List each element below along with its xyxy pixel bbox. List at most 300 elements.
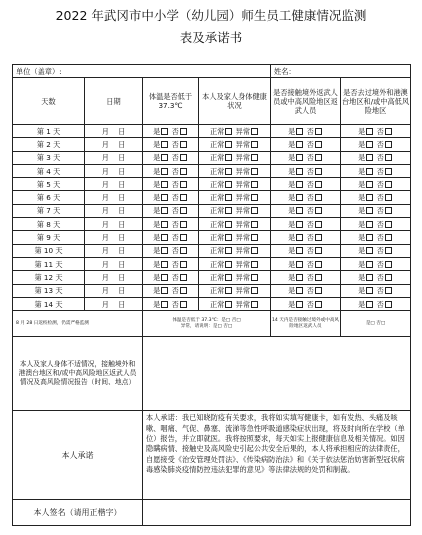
yes-text: 是 — [153, 179, 161, 189]
checkbox-health-normal[interactable] — [225, 141, 232, 148]
checkbox-temp-yes[interactable] — [161, 141, 168, 148]
checkbox-temp-yes[interactable] — [161, 181, 168, 188]
month-text: 月 — [101, 233, 109, 243]
checkbox-temp-yes[interactable] — [161, 194, 168, 201]
day-text: 日 — [118, 153, 126, 163]
day-text: 日 — [118, 286, 126, 296]
yes-text: 是 — [358, 299, 366, 309]
day15-row — [13, 311, 411, 337]
no-text: 否 — [171, 206, 179, 216]
checkbox-health-abnormal[interactable] — [251, 287, 258, 294]
checkbox-travel-no[interactable] — [385, 274, 392, 281]
checkbox-travel-yes[interactable] — [366, 194, 373, 201]
day-row — [13, 125, 411, 138]
checkbox-temp-yes[interactable] — [161, 247, 168, 254]
checkbox-contact-no[interactable] — [315, 261, 322, 268]
health-cell — [199, 257, 271, 270]
checkbox-travel-yes[interactable] — [366, 274, 373, 281]
normal-text: 正常 — [209, 246, 225, 256]
date-cell[interactable] — [85, 271, 143, 284]
checkbox-travel-yes[interactable] — [366, 301, 373, 308]
contact-cell — [271, 271, 341, 284]
abnormal-text: 异常 — [235, 179, 251, 189]
health-cell — [199, 271, 271, 284]
header-health: 本人及家人身体健康状况 — [199, 78, 271, 125]
health-cell — [199, 125, 271, 138]
day15-travel[interactable]: 是□ 否□ — [341, 311, 411, 337]
checkbox-contact-yes[interactable] — [296, 194, 303, 201]
day-label — [13, 178, 85, 191]
yes-text: 是 — [358, 233, 366, 243]
date-cell[interactable] — [85, 204, 143, 217]
no-text: 否 — [306, 139, 314, 149]
checkbox-travel-yes[interactable] — [366, 247, 373, 254]
checkbox-travel-yes[interactable] — [366, 141, 373, 148]
no-text: 否 — [376, 153, 384, 163]
date-cell[interactable] — [85, 244, 143, 257]
abnormal-text: 异常 — [235, 272, 251, 282]
checkbox-travel-no[interactable] — [385, 181, 392, 188]
checkbox-health-normal[interactable] — [225, 274, 232, 281]
checkbox-contact-no[interactable] — [315, 274, 322, 281]
checkbox-contact-yes[interactable] — [296, 301, 303, 308]
checkbox-health-abnormal[interactable] — [251, 207, 258, 214]
no-text: 否 — [376, 272, 384, 282]
no-text: 否 — [376, 286, 384, 296]
checkbox-contact-no[interactable] — [315, 128, 322, 135]
yes-text: 是 — [358, 153, 366, 163]
checkbox-contact-no[interactable] — [315, 154, 322, 161]
day-text: 日 — [118, 179, 126, 189]
checkbox-contact-no[interactable] — [315, 287, 322, 294]
family-report-row — [13, 337, 411, 411]
travel-cell — [341, 297, 411, 310]
checkbox-travel-yes[interactable] — [366, 128, 373, 135]
day-text: 日 — [118, 246, 126, 256]
no-text: 否 — [171, 272, 179, 282]
checkbox-health-abnormal[interactable] — [251, 221, 258, 228]
yes-text: 是 — [153, 233, 161, 243]
yes-text: 是 — [153, 126, 161, 136]
date-cell[interactable] — [85, 257, 143, 270]
date-cell[interactable] — [85, 231, 143, 244]
checkbox-contact-yes[interactable] — [296, 247, 303, 254]
month-text: 月 — [101, 139, 109, 149]
checkbox-health-abnormal[interactable] — [251, 247, 258, 254]
travel-cell — [341, 218, 411, 231]
no-text: 否 — [376, 126, 384, 136]
yes-text: 是 — [288, 166, 296, 176]
no-text: 否 — [376, 246, 384, 256]
health-cell — [199, 164, 271, 177]
checkbox-temp-yes[interactable] — [161, 154, 168, 161]
contact-cell — [271, 257, 341, 270]
contact-cell — [271, 151, 341, 164]
contact-cell — [271, 191, 341, 204]
promise-text: 本人承诺：我已知晓防疫有关要求，我将如实填写健康卡，如有发热、头痛及咳嗽、咽痛、气促、鼻塞、流涕等急性呼吸道感染症状出现，将及时向所在学校（单位）报告，并立即就医。我将按照要求，每天如实上报健康信息及相关情况。如因隐瞒病情、接触史及高风险史引起公共安全后果的，本人将承担相应的法律责任，自愿接受《治安管理处罚法》、《传染病防治法》和《关于依法惩治妨害新型冠状病毒感染肺炎疫情防控违法犯罪的意见》等法律法规的处罚和制裁。 — [143, 411, 411, 500]
day-label — [13, 297, 85, 310]
checkbox-contact-yes[interactable] — [296, 168, 303, 175]
month-text: 月 — [101, 219, 109, 229]
day-number: 第 12 天 — [34, 272, 63, 282]
travel-cell — [341, 244, 411, 257]
temp-cell — [143, 178, 199, 191]
checkbox-contact-yes[interactable] — [296, 207, 303, 214]
date-cell[interactable] — [85, 164, 143, 177]
checkbox-temp-yes[interactable] — [161, 128, 168, 135]
checkbox-travel-yes[interactable] — [366, 168, 373, 175]
unit-label: 单位（盖章）: — [16, 66, 62, 76]
day-text: 日 — [118, 272, 126, 282]
checkbox-travel-no[interactable] — [385, 168, 392, 175]
checkbox-health-normal[interactable] — [225, 181, 232, 188]
normal-text: 正常 — [209, 153, 225, 163]
checkbox-temp-no[interactable] — [180, 141, 187, 148]
checkbox-travel-no[interactable] — [385, 221, 392, 228]
travel-cell — [341, 271, 411, 284]
temp-cell — [143, 231, 199, 244]
normal-text: 正常 — [209, 193, 225, 203]
checkbox-temp-no[interactable] — [180, 261, 187, 268]
checkbox-travel-no[interactable] — [385, 287, 392, 294]
date-cell[interactable] — [85, 138, 143, 151]
checkbox-temp-no[interactable] — [180, 221, 187, 228]
health-cell — [199, 204, 271, 217]
checkbox-health-abnormal[interactable] — [251, 168, 258, 175]
month-text: 月 — [101, 193, 109, 203]
checkbox-contact-yes[interactable] — [296, 261, 303, 268]
checkbox-health-normal[interactable] — [225, 234, 232, 241]
checkbox-health-normal[interactable] — [225, 128, 232, 135]
checkbox-health-normal[interactable] — [225, 168, 232, 175]
no-text: 否 — [171, 299, 179, 309]
yes-text: 是 — [358, 179, 366, 189]
no-text: 否 — [306, 246, 314, 256]
document-title-line1: 2022 年武冈市中小学（幼儿园）师生员工健康情况监测 — [55, 8, 367, 23]
day-label — [13, 164, 85, 177]
day-number: 第 2 天 — [36, 139, 61, 149]
checkbox-travel-yes[interactable] — [366, 154, 373, 161]
health-cell — [199, 244, 271, 257]
checkbox-temp-yes[interactable] — [161, 287, 168, 294]
day-label — [13, 191, 85, 204]
checkbox-contact-yes[interactable] — [296, 181, 303, 188]
normal-text: 正常 — [209, 139, 225, 149]
header-contact: 是否接触境外返武人员或中高风险地区返武人员 — [271, 78, 341, 125]
no-text: 否 — [171, 193, 179, 203]
no-text: 否 — [171, 233, 179, 243]
no-text: 否 — [306, 299, 314, 309]
contact-cell — [271, 297, 341, 310]
yes-text: 是 — [288, 179, 296, 189]
checkbox-health-normal[interactable] — [225, 301, 232, 308]
checkbox-travel-yes[interactable] — [366, 234, 373, 241]
no-text: 否 — [171, 286, 179, 296]
yes-text: 是 — [153, 246, 161, 256]
checkbox-contact-yes[interactable] — [296, 221, 303, 228]
signature-row — [13, 500, 411, 526]
checkbox-travel-yes[interactable] — [366, 261, 373, 268]
day-number: 第 3 天 — [36, 153, 61, 163]
checkbox-temp-yes[interactable] — [161, 221, 168, 228]
checkbox-contact-no[interactable] — [315, 194, 322, 201]
name-label: 姓名： — [274, 66, 296, 76]
checkbox-health-abnormal[interactable] — [251, 301, 258, 308]
normal-text: 正常 — [209, 126, 225, 136]
day-row — [13, 218, 411, 231]
checkbox-contact-yes[interactable] — [296, 287, 303, 294]
day-row — [13, 138, 411, 151]
checkbox-health-normal[interactable] — [225, 247, 232, 254]
contact-cell — [271, 218, 341, 231]
date-cell[interactable] — [85, 297, 143, 310]
normal-text: 正常 — [209, 206, 225, 216]
no-text: 否 — [306, 259, 314, 269]
temp-cell — [143, 297, 199, 310]
yes-text: 是 — [358, 272, 366, 282]
promise-label: 本人承诺 — [13, 411, 143, 500]
yes-text: 是 — [153, 193, 161, 203]
abnormal-text: 异常 — [235, 193, 251, 203]
day-text: 日 — [118, 193, 126, 203]
checkbox-temp-no[interactable] — [180, 234, 187, 241]
checkbox-travel-no[interactable] — [385, 261, 392, 268]
day-row — [13, 271, 411, 284]
checkbox-temp-no[interactable] — [180, 168, 187, 175]
yes-text: 是 — [153, 153, 161, 163]
checkbox-contact-yes[interactable] — [296, 141, 303, 148]
yes-text: 是 — [358, 139, 366, 149]
normal-text: 正常 — [209, 179, 225, 189]
travel-cell — [341, 151, 411, 164]
temp-cell — [143, 125, 199, 138]
month-text: 月 — [101, 206, 109, 216]
yes-text: 是 — [358, 126, 366, 136]
checkbox-temp-no[interactable] — [180, 247, 187, 254]
checkbox-travel-no[interactable] — [385, 128, 392, 135]
contact-cell — [271, 138, 341, 151]
no-text: 否 — [171, 219, 179, 229]
header-days: 天数 — [13, 78, 85, 125]
abnormal-text: 异常 — [235, 286, 251, 296]
checkbox-temp-no[interactable] — [180, 181, 187, 188]
checkbox-health-abnormal[interactable] — [251, 128, 258, 135]
yes-text: 是 — [153, 272, 161, 282]
temp-cell — [143, 271, 199, 284]
name-field[interactable] — [271, 65, 411, 78]
yes-text: 是 — [358, 286, 366, 296]
day-label — [13, 257, 85, 270]
day-text: 日 — [118, 126, 126, 136]
yes-text: 是 — [153, 259, 161, 269]
date-cell[interactable] — [85, 151, 143, 164]
checkbox-temp-yes[interactable] — [161, 261, 168, 268]
no-text: 否 — [306, 126, 314, 136]
no-text: 否 — [171, 166, 179, 176]
yes-text: 是 — [153, 206, 161, 216]
checkbox-travel-no[interactable] — [385, 301, 392, 308]
temp-cell — [143, 284, 199, 297]
no-text: 否 — [171, 126, 179, 136]
no-text: 否 — [376, 259, 384, 269]
checkbox-travel-yes[interactable] — [366, 221, 373, 228]
day-number: 第 14 天 — [34, 299, 63, 309]
checkbox-health-abnormal[interactable] — [251, 141, 258, 148]
yes-text: 是 — [153, 139, 161, 149]
checkbox-travel-no[interactable] — [385, 154, 392, 161]
checkbox-health-abnormal[interactable] — [251, 274, 258, 281]
yes-text: 是 — [358, 166, 366, 176]
month-text: 月 — [101, 299, 109, 309]
yes-text: 是 — [288, 246, 296, 256]
checkbox-travel-yes[interactable] — [366, 207, 373, 214]
no-text: 否 — [171, 179, 179, 189]
checkbox-travel-yes[interactable] — [366, 287, 373, 294]
checkbox-temp-no[interactable] — [180, 128, 187, 135]
normal-text: 正常 — [209, 166, 225, 176]
checkbox-contact-no[interactable] — [315, 141, 322, 148]
checkbox-health-normal[interactable] — [225, 154, 232, 161]
yes-text: 是 — [358, 193, 366, 203]
checkbox-contact-no[interactable] — [315, 234, 322, 241]
signature-field[interactable] — [143, 500, 411, 526]
temp-cell — [143, 151, 199, 164]
temp-cell — [143, 204, 199, 217]
no-text: 否 — [171, 153, 179, 163]
day-label — [13, 244, 85, 257]
month-text: 月 — [101, 272, 109, 282]
checkbox-travel-no[interactable] — [385, 207, 392, 214]
contact-cell — [271, 244, 341, 257]
no-text: 否 — [306, 179, 314, 189]
checkbox-temp-no[interactable] — [180, 287, 187, 294]
checkbox-contact-no[interactable] — [315, 168, 322, 175]
day-label — [13, 138, 85, 151]
checkbox-travel-no[interactable] — [385, 234, 392, 241]
checkbox-health-abnormal[interactable] — [251, 234, 258, 241]
checkbox-temp-no[interactable] — [180, 301, 187, 308]
checkbox-temp-yes[interactable] — [161, 301, 168, 308]
day-text: 日 — [118, 299, 126, 309]
day15-temp — [143, 311, 271, 337]
day-text: 日 — [118, 233, 126, 243]
abnormal-text: 异常 — [235, 233, 251, 243]
checkbox-contact-no[interactable] — [315, 221, 322, 228]
checkbox-health-abnormal[interactable] — [251, 194, 258, 201]
yes-text: 是 — [153, 219, 161, 229]
unit-field[interactable] — [13, 65, 271, 78]
checkbox-contact-no[interactable] — [315, 301, 322, 308]
checkbox-health-abnormal[interactable] — [251, 261, 258, 268]
checkbox-contact-yes[interactable] — [296, 274, 303, 281]
month-text: 月 — [101, 246, 109, 256]
date-cell[interactable] — [85, 125, 143, 138]
checkbox-travel-no[interactable] — [385, 247, 392, 254]
travel-cell — [341, 204, 411, 217]
day15-temp-line1: 体温是否低于 37.3℃：是□ 否□ — [172, 317, 241, 323]
date-cell[interactable] — [85, 284, 143, 297]
day-text: 日 — [118, 206, 126, 216]
family-report-field[interactable] — [143, 337, 411, 411]
checkbox-temp-yes[interactable] — [161, 207, 168, 214]
checkbox-travel-no[interactable] — [385, 194, 392, 201]
signature-label: 本人签名（请用正楷字） — [13, 500, 143, 526]
checkbox-temp-yes[interactable] — [161, 274, 168, 281]
day-label — [13, 231, 85, 244]
checkbox-health-normal[interactable] — [225, 207, 232, 214]
checkbox-temp-no[interactable] — [180, 154, 187, 161]
checkbox-temp-yes[interactable] — [161, 234, 168, 241]
checkbox-contact-no[interactable] — [315, 181, 322, 188]
day-label — [13, 271, 85, 284]
checkbox-contact-no[interactable] — [315, 207, 322, 214]
checkbox-travel-no[interactable] — [385, 141, 392, 148]
no-text: 否 — [306, 219, 314, 229]
travel-cell — [341, 191, 411, 204]
yes-text: 是 — [288, 259, 296, 269]
checkbox-health-normal[interactable] — [225, 261, 232, 268]
health-cell — [199, 138, 271, 151]
month-text: 月 — [101, 153, 109, 163]
checkbox-health-abnormal[interactable] — [251, 154, 258, 161]
day-row — [13, 204, 411, 217]
yes-text: 是 — [288, 233, 296, 243]
travel-cell — [341, 257, 411, 270]
day-number: 第 9 天 — [36, 233, 61, 243]
day-number: 第 5 天 — [36, 179, 61, 189]
day-row — [13, 191, 411, 204]
health-cell — [199, 178, 271, 191]
day-label — [13, 151, 85, 164]
header-temp: 体温是否低于 37.3℃ — [143, 78, 199, 125]
checkbox-contact-yes[interactable] — [296, 128, 303, 135]
day-label — [13, 125, 85, 138]
no-text: 否 — [306, 206, 314, 216]
checkbox-contact-yes[interactable] — [296, 234, 303, 241]
no-text: 否 — [376, 139, 384, 149]
health-cell — [199, 151, 271, 164]
checkbox-temp-no[interactable] — [180, 207, 187, 214]
checkbox-temp-yes[interactable] — [161, 168, 168, 175]
yes-text: 是 — [358, 246, 366, 256]
abnormal-text: 异常 — [235, 126, 251, 136]
day-row — [13, 231, 411, 244]
checkbox-health-normal[interactable] — [225, 287, 232, 294]
checkbox-health-abnormal[interactable] — [251, 181, 258, 188]
checkbox-temp-no[interactable] — [180, 274, 187, 281]
month-text: 月 — [101, 286, 109, 296]
checkbox-contact-no[interactable] — [315, 247, 322, 254]
day-number: 第 1 天 — [36, 126, 61, 136]
date-cell[interactable] — [85, 218, 143, 231]
health-cell — [199, 218, 271, 231]
monitoring-form-table — [12, 64, 411, 526]
day-row — [13, 151, 411, 164]
no-text: 否 — [306, 233, 314, 243]
contact-cell — [271, 284, 341, 297]
abnormal-text: 异常 — [235, 246, 251, 256]
date-cell[interactable] — [85, 178, 143, 191]
date-cell[interactable] — [85, 191, 143, 204]
checkbox-temp-no[interactable] — [180, 194, 187, 201]
checkbox-contact-yes[interactable] — [296, 154, 303, 161]
checkbox-health-normal[interactable] — [225, 221, 232, 228]
checkbox-travel-yes[interactable] — [366, 181, 373, 188]
temp-cell — [143, 218, 199, 231]
day-text: 日 — [118, 166, 126, 176]
checkbox-health-normal[interactable] — [225, 194, 232, 201]
day-number: 第 7 天 — [36, 206, 61, 216]
